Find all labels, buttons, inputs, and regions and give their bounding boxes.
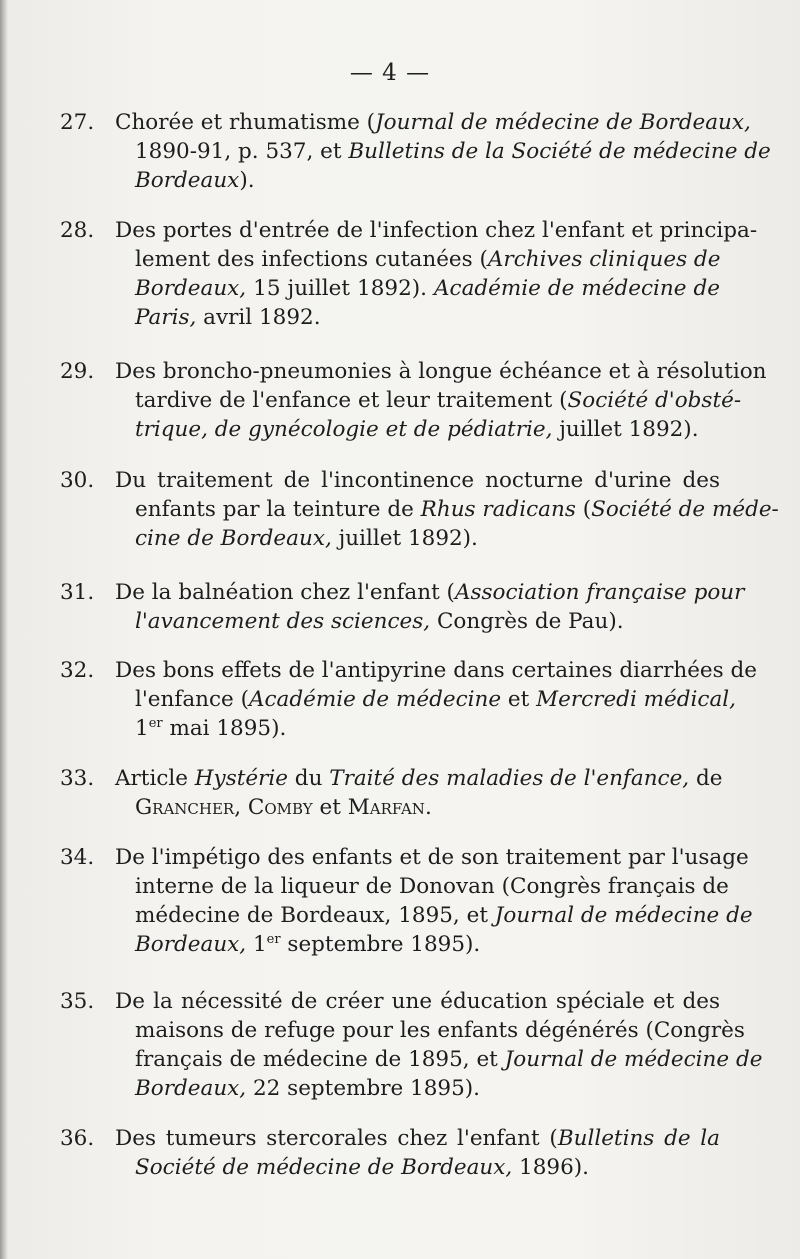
author-name: Marfan	[347, 795, 425, 820]
entry-line	[60, 793, 720, 822]
entry-line	[60, 714, 720, 743]
entry-line	[60, 607, 720, 636]
text-segment: enfants par la teinture de	[135, 497, 421, 522]
italic-text: Mercredi médical,	[536, 687, 736, 712]
italic-text: Bordeaux,	[135, 1076, 247, 1101]
bibliography-entry	[60, 656, 758, 743]
italic-text: Journal de médecine de	[504, 1047, 763, 1072]
text-segment: français de médecine de 1895, et	[135, 1047, 505, 1072]
entry-number: 32.	[60, 658, 95, 683]
text-segment: du	[287, 766, 330, 791]
text-segment: juillet 1892).	[552, 417, 699, 442]
italic-text: Bordeaux	[135, 168, 240, 193]
text-segment: avril 1892.	[196, 305, 321, 330]
entry-line	[60, 216, 758, 245]
entry-line	[60, 987, 720, 1016]
text-segment: De l'impétigo des enfants et de son traitement par l'usage	[115, 845, 749, 870]
text-segment: de	[689, 766, 723, 791]
author-name: Grancher	[135, 795, 235, 820]
text-segment: septembre 1895).	[280, 932, 481, 957]
italic-text: Association française pour	[454, 580, 745, 605]
entry-line	[60, 108, 751, 137]
italic-text: Bordeaux,	[135, 932, 247, 957]
entry-number: 30.	[60, 468, 95, 493]
italic-text: Paris,	[135, 305, 197, 330]
entry-line	[60, 930, 720, 959]
italic-text: Hystérie	[194, 766, 288, 791]
italic-text: Bulletins de la Société de médecine de	[348, 139, 771, 164]
text-segment: Des broncho-pneumonies à longue échéance et à résolution	[115, 359, 767, 384]
bibliography-entry	[60, 1124, 720, 1182]
text-segment: tardive de l'enfance et leur traitement (	[135, 388, 568, 413]
text-segment: médecine de Bordeaux, 1895, et	[135, 903, 495, 928]
entry-line	[60, 656, 758, 685]
text-segment: er	[148, 715, 163, 731]
text-segment: Des bons effets de l'antipyrine dans certaines diarrhées de	[115, 658, 758, 683]
entry-number: 28.	[60, 218, 95, 243]
entry-line	[60, 901, 753, 930]
text-segment: Congrès de Pau).	[430, 609, 624, 634]
text-segment: 1896).	[512, 1155, 589, 1180]
text-segment: Des tumeurs stercorales chez l'enfant (	[115, 1126, 558, 1151]
text-segment: et	[501, 687, 537, 712]
text-segment: mai 1895).	[162, 716, 287, 741]
entry-line	[60, 274, 720, 303]
entry-line	[60, 843, 749, 872]
italic-text: cine de Bordeaux,	[135, 526, 332, 551]
entry-number: 35.	[60, 989, 95, 1014]
italic-text: Bulletins de la	[557, 1126, 720, 1151]
entry-line	[60, 386, 742, 415]
text-segment: 1	[135, 716, 149, 741]
entry-line	[60, 166, 720, 195]
bibliography-entry	[60, 216, 758, 332]
entry-line	[60, 466, 720, 495]
text-segment: De la nécessité de créer une éducation spéciale et des	[115, 989, 720, 1014]
text-segment: interne de la liqueur de Donovan (Congrès français de	[135, 874, 729, 899]
page-number: — 4 —	[349, 60, 431, 86]
entry-line	[60, 1074, 720, 1103]
italic-text: Académie de médecine de	[434, 276, 721, 301]
entry-line	[60, 872, 729, 901]
bibliography-entry	[60, 578, 745, 636]
text-segment: ).	[239, 168, 255, 193]
text-segment: (	[575, 497, 592, 522]
bibliography-entry	[60, 466, 779, 553]
entry-number: 29.	[60, 359, 95, 384]
text-segment: 22 septembre 1895).	[246, 1076, 480, 1101]
italic-text: Académie de médecine	[248, 687, 502, 712]
text-segment: 1	[246, 932, 267, 957]
author-name: Comby	[247, 795, 313, 820]
text-segment: l'enfance (	[135, 687, 249, 712]
entry-line	[60, 685, 736, 714]
text-segment: Article	[115, 766, 195, 791]
text-segment: Du traitement de l'incontinence nocturne d'urine des	[115, 468, 720, 493]
text-segment: .	[424, 795, 432, 820]
entry-number: 36.	[60, 1126, 95, 1151]
bibliography-entry	[60, 357, 767, 444]
italic-text: Société de méde-	[591, 497, 779, 522]
text-segment: De la balnéation chez l'enfant (	[115, 580, 455, 605]
entry-line	[60, 303, 720, 332]
entry-line	[60, 578, 745, 607]
entry-line	[60, 1045, 763, 1074]
entry-number: 34.	[60, 845, 95, 870]
text-segment: er	[266, 931, 281, 947]
entry-line	[60, 137, 771, 166]
italic-text: Bordeaux,	[135, 276, 247, 301]
text-segment: juillet 1892).	[331, 526, 478, 551]
bibliography-entry	[60, 843, 753, 959]
entry-line	[60, 357, 767, 386]
text-segment: maisons de refuge pour les enfants dégénérés (Congrès	[135, 1018, 745, 1043]
entry-number: 31.	[60, 580, 95, 605]
italic-text: l'avancement des sciences,	[135, 609, 431, 634]
text-segment: et	[312, 795, 348, 820]
italic-text: Société d'obsté-	[567, 388, 742, 413]
entry-line	[60, 1016, 745, 1045]
text-segment: lement des infections cutanées (	[135, 247, 488, 272]
entry-line	[60, 495, 779, 524]
bibliography-entry	[60, 987, 763, 1103]
text-segment: Chorée et rhumatisme (	[115, 110, 376, 135]
text-segment: Des portes d'entrée de l'infection chez l'enfant et principa-	[115, 218, 758, 243]
entry-line	[60, 415, 720, 444]
text-segment: ,	[234, 795, 248, 820]
bibliography-entry	[60, 108, 771, 195]
italic-text: Archives cliniques de	[487, 247, 721, 272]
text-segment: 15 juillet 1892).	[246, 276, 435, 301]
entry-number: 27.	[60, 110, 95, 135]
italic-text: trique, de gynécologie et de pédiatrie,	[135, 417, 553, 442]
italic-text: Traité des maladies de l'enfance,	[329, 766, 690, 791]
entry-line	[60, 245, 720, 274]
entry-number: 33.	[60, 766, 95, 791]
italic-text: Journal de médecine de	[494, 903, 753, 928]
italic-text: Société de médecine de Bordeaux,	[135, 1155, 513, 1180]
entry-line	[60, 524, 720, 553]
italic-text: Rhus radicans	[420, 497, 576, 522]
entry-line	[60, 1153, 720, 1182]
text-segment: 1890-91, p. 537, et	[135, 139, 349, 164]
entry-line	[60, 764, 723, 793]
entry-line	[60, 1124, 720, 1153]
bibliography-entry	[60, 764, 723, 822]
italic-text: Journal de médecine de Bordeaux,	[375, 110, 751, 135]
